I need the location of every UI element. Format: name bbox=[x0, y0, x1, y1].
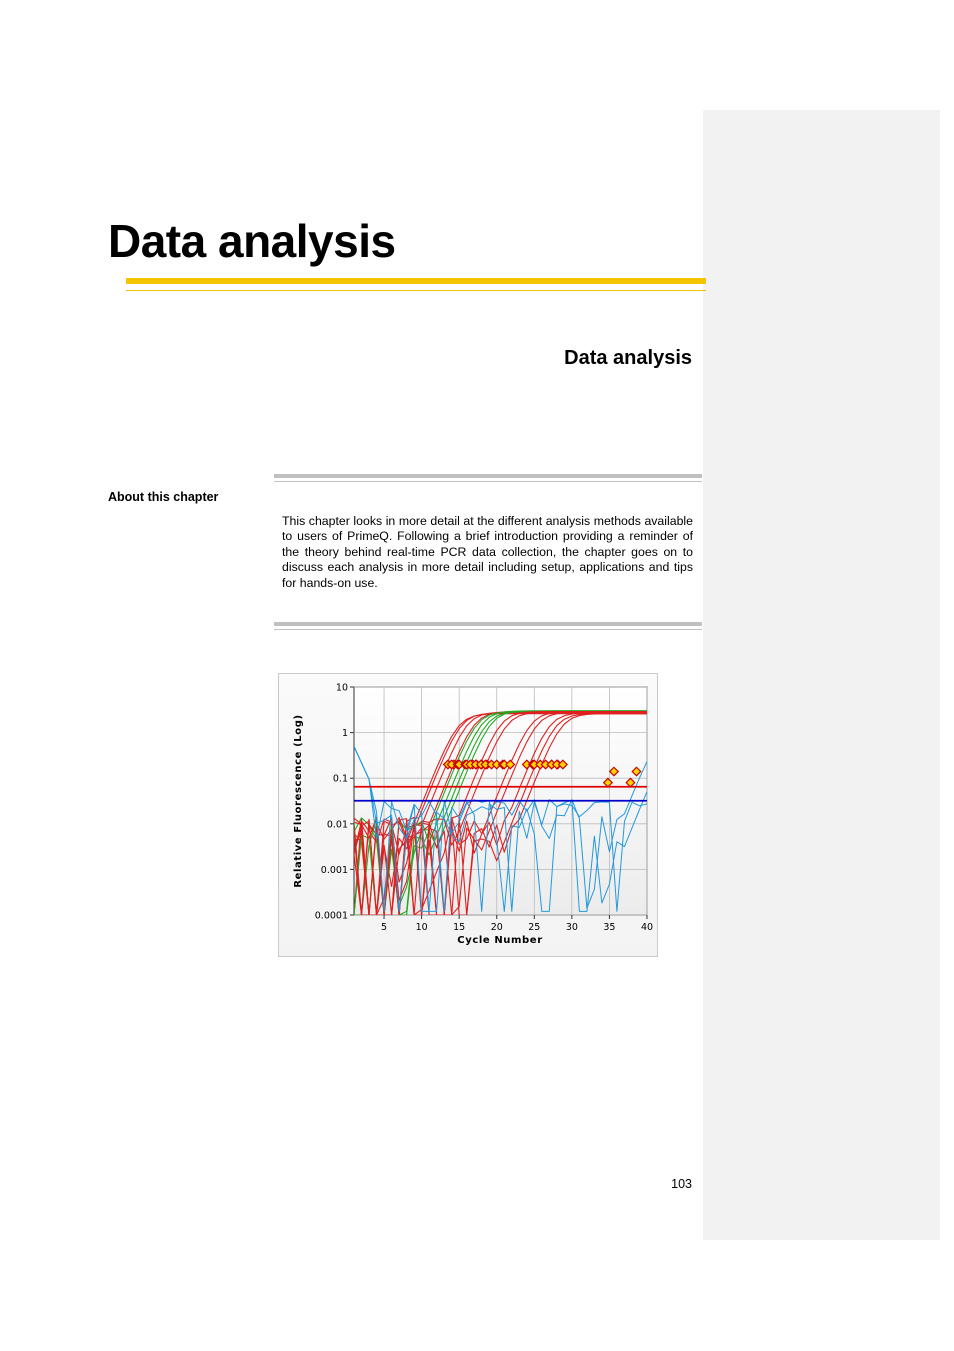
x-tick-label: 15 bbox=[453, 922, 466, 933]
section-heading: Data analysis bbox=[564, 347, 692, 369]
amplification-plot-figure bbox=[278, 673, 658, 957]
y-tick-label: 0.001 bbox=[320, 864, 348, 876]
y-tick-label: 1 bbox=[341, 728, 348, 740]
section-divider-top bbox=[274, 474, 702, 478]
about-chapter-label: About this chapter bbox=[108, 490, 219, 504]
x-tick-label: 35 bbox=[603, 922, 616, 933]
chapter-rule-thin bbox=[126, 290, 706, 291]
x-tick-label: 20 bbox=[490, 922, 503, 933]
y-axis-label: Relative Fluorescence (Log) bbox=[293, 714, 304, 888]
x-axis-label: Cycle Number bbox=[457, 935, 543, 946]
y-tick-label: 10 bbox=[335, 682, 348, 694]
page-number: 103 bbox=[671, 1177, 692, 1191]
chapter-title: Data analysis bbox=[108, 215, 396, 267]
section-divider-top-thin bbox=[274, 481, 702, 482]
about-chapter-text: This chapter looks in more detail at the different analysis methods available to users of PrimeQ. Following a brief introduction providing a reminder of the theory behind real-time PCR data collection, the chapter goes on to discuss each analysis in more detail including setup, applications and tips for hands-on use. bbox=[282, 514, 693, 590]
section-divider-bottom-thin bbox=[274, 629, 702, 630]
chapter-rule-thick bbox=[126, 278, 706, 284]
x-tick-label: 40 bbox=[640, 922, 654, 933]
x-tick-label: 5 bbox=[381, 922, 388, 933]
y-axis-ticks bbox=[315, 683, 354, 922]
y-tick-label: 0.1 bbox=[332, 773, 348, 785]
section-divider-bottom bbox=[274, 622, 702, 626]
x-tick-label: 25 bbox=[528, 922, 541, 933]
x-tick-label: 30 bbox=[565, 922, 578, 933]
y-tick-label: 0.01 bbox=[326, 819, 348, 831]
x-axis-ticks bbox=[381, 915, 653, 933]
x-tick-label: 10 bbox=[415, 922, 428, 933]
margin-notes-panel bbox=[703, 110, 940, 1240]
amplification-plot bbox=[279, 674, 657, 956]
y-tick-label: 0.0001 bbox=[314, 910, 348, 922]
